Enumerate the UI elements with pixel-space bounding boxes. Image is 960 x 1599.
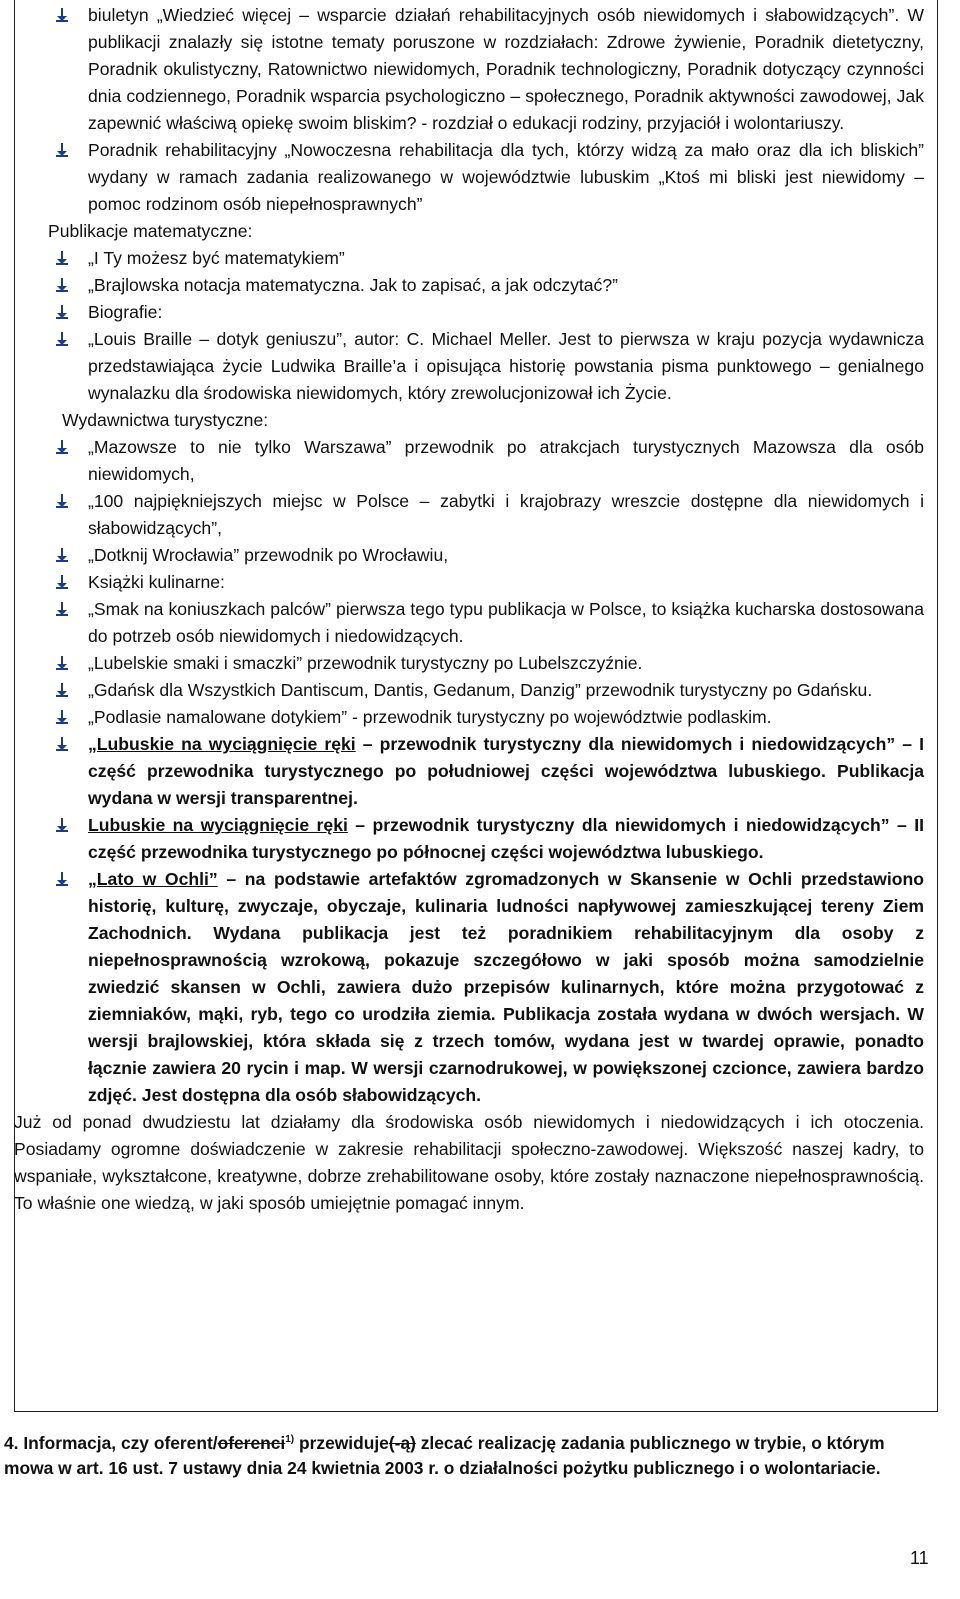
item-text: „Lubelskie smaki i smaczki” przewodnik turystyczny po Lubelszczyźnie. xyxy=(88,653,643,673)
item-text: Poradnik rehabilitacyjny „Nowoczesna rehabilitacja dla tych, którzy widzą za mało oraz dla ich bliskich” wydany w ramach zadania realizowanego w województwie lubuskim „Ktoś mi bliski jest niewidomy – pomoc rodzinom osób niepełnosprawnych” xyxy=(88,140,924,214)
section-4-heading xyxy=(4,1431,934,1481)
arrow-bullet-icon xyxy=(56,656,68,670)
arrow-bullet-icon xyxy=(56,494,68,508)
list-item xyxy=(14,866,938,1109)
item-text: „100 najpiękniejszych miejsc w Polsce – zabytki i krajobrazy wreszcie dostępne dla niewidomych i słabowidzących”, xyxy=(88,491,924,538)
arrow-bullet-icon xyxy=(56,440,68,454)
list-item xyxy=(14,2,938,137)
arrow-bullet-icon xyxy=(56,683,68,697)
list-item xyxy=(14,272,938,299)
page-number: 11 xyxy=(910,1548,929,1568)
item-text: – na podstawie artefaktów zgromadzonych w Skansenie w Ochli przedstawiono historię, kulturę, zwyczaje, obyczaje, kulinaria ludności napływowej zamieszkującej tereny Ziem Zachodnich. Wydana publikacja jest też poradnikiem rehabilitacyjnym dla osoby z niepełnosprawnością wzrokową, pokazuje szczegółowo w jaki sposób można samodzielnie zwiedzić skansen w Ochli, zawiera dużo przepisów kulinarnych, które można przygotować z ziemniaków, mąki, ryb, tego co urodziła ziemia. Publikacja została wydana w dwóch wersjach. W wersji brajlowskiej, która składa się z trzech tomów, wydana jest w twardej oprawie, ponadto łącznie zawiera 20 rycin i map. W wersji czarnodrukowej, w powiększonej czcionce, zawiera bardzo zdjęć. Jest dostępna dla osób słabowidzących. xyxy=(88,869,924,1105)
section-4-text-a: 4. Informacja, czy oferent/ xyxy=(4,1433,218,1453)
item-text: „Gdańsk dla Wszystkich Dantiscum, Dantis, Gedanum, Danzig” przewodnik turystyczny po Gdańsku. xyxy=(88,680,873,700)
item-text: Biografie: xyxy=(88,302,163,322)
math-heading: Publikacje matematyczne: xyxy=(48,221,253,241)
section-4-text-b: przewiduje xyxy=(294,1433,389,1453)
item-title: „Lato w Ochli” xyxy=(88,869,218,889)
item-text: biuletyn „Wiedzieć więcej – wsparcie działań rehabilitacyjnych osób niewidomych i słabowidzących”. W publikacji znalazły się istotne tematy poruszone w rozdziałach: Zdrowe żywienie, Poradnik dietetyczny, Poradnik okulistyczny, Ratownictwo niewidomych, Poradnik technologiczny, Poradnik dotyczący czynności dnia codziennego, Poradnik wsparcia psychologiczno – społecznego, Poradnik aktywności zawodowej, Jak zapewnić właściwą opiekę swoim bliskim? - rozdział o edukacji rodziny, przyjaciół i wolontariuszy. xyxy=(88,5,924,133)
closing-paragraph: Już od ponad dwudziestu lat działamy dla środowiska osób niewidomych i niedowidzących i ich otoczenia. Posiadamy ogromne doświadczenie w zakresie rehabilitacji społeczno-zawodowej. Większość naszej kadry, to wspaniałe, wykształcone, kreatywne, dobrze zrehabilitowane osoby, które zostały naznaczone niepełnosprawnością. To właśnie one wiedzą, w jaki sposób umiejętnie pomagać innym. xyxy=(14,1112,924,1213)
arrow-bullet-icon xyxy=(56,602,68,616)
item-text: „Brajlowska notacja matematyczna. Jak to zapisać, a jak odczytać?” xyxy=(88,275,618,295)
item-text: „Smak na koniuszkach palców” pierwsza tego typu publikacja w Polsce, to książka kucharska dostosowana do potrzeb osób niewidomych i niedowidzących. xyxy=(88,599,924,646)
item-text: „I Ty możesz być matematykiem” xyxy=(88,248,345,268)
item-text: – przewodnik turystyczny dla niewidomych i niedowidzących” – I część przewodnika turystycznego po południowej części województwa lubuskiego. Publikacja wydana w wersji transparentnej. xyxy=(88,734,924,808)
list-item xyxy=(14,704,938,731)
arrow-bullet-icon xyxy=(56,251,68,265)
arrow-bullet-icon xyxy=(56,278,68,292)
arrow-bullet-icon xyxy=(56,818,68,832)
item-text: Książki kulinarne: xyxy=(88,572,225,592)
arrow-bullet-icon xyxy=(56,737,68,751)
item-text: „Podlasie namalowane dotykiem” - przewodnik turystyczny po województwie podlaskim. xyxy=(88,707,772,727)
arrow-bullet-icon xyxy=(56,710,68,724)
item-text: „Mazowsze to nie tylko Warszawa” przewodnik po atrakcjach turystycznych Mazowsza dla osób niewidomych, xyxy=(88,437,924,484)
list-item xyxy=(14,488,938,542)
footnote-mark: 1) xyxy=(285,1434,295,1446)
list-item xyxy=(14,650,938,677)
struck-text: (-ą) xyxy=(388,1433,416,1453)
arrow-bullet-icon xyxy=(56,548,68,562)
tourism-heading: Wydawnictwa turystyczne: xyxy=(62,410,269,430)
arrow-bullet-icon xyxy=(56,8,68,22)
list-item xyxy=(14,677,938,704)
document-body xyxy=(14,0,938,1217)
list-item xyxy=(14,731,938,812)
list-item xyxy=(14,326,938,407)
item-title: „Lubuskie na wyciągnięcie ręki xyxy=(88,734,356,754)
arrow-bullet-icon xyxy=(56,872,68,886)
arrow-bullet-icon xyxy=(56,575,68,589)
list-item xyxy=(14,812,938,866)
item-text: „Louis Braille – dotyk geniuszu”, autor: C. Michael Meller. Jest to pierwsza w kraju pozycja wydawnicza przedstawiająca życie Ludwika Braille’a i opisująca historię powstania pisma punktowego – genialnego wynalazku dla środowiska niewidomych, który zrewolucjonizował ich Życie. xyxy=(88,329,924,403)
arrow-bullet-icon xyxy=(56,143,68,157)
item-text: – przewodnik turystyczny dla niewidomych i niedowidzących” – II część przewodnika turystycznego po północnej części województwa lubuskiego. xyxy=(88,815,924,862)
list-item xyxy=(14,137,938,218)
list-item xyxy=(14,569,938,596)
list-item xyxy=(14,542,938,569)
arrow-bullet-icon xyxy=(56,305,68,319)
arrow-bullet-icon xyxy=(56,332,68,346)
list-item xyxy=(14,245,938,272)
list-item xyxy=(14,299,938,326)
section-4-text-c: zlecać realizację zadania publicznego w trybie, o którym mowa w art. 16 ust. 7 ustawy dnia 24 kwietnia 2003 r. o działalności pożytku publicznego i o wolontariacie. xyxy=(4,1433,885,1478)
item-text: „Dotknij Wrocławia” przewodnik po Wrocławiu, xyxy=(88,545,449,565)
list-item xyxy=(14,434,938,488)
struck-text: oferenci xyxy=(217,1433,286,1453)
list-item xyxy=(14,596,938,650)
item-title: Lubuskie na wyciągnięcie ręki xyxy=(88,815,348,835)
